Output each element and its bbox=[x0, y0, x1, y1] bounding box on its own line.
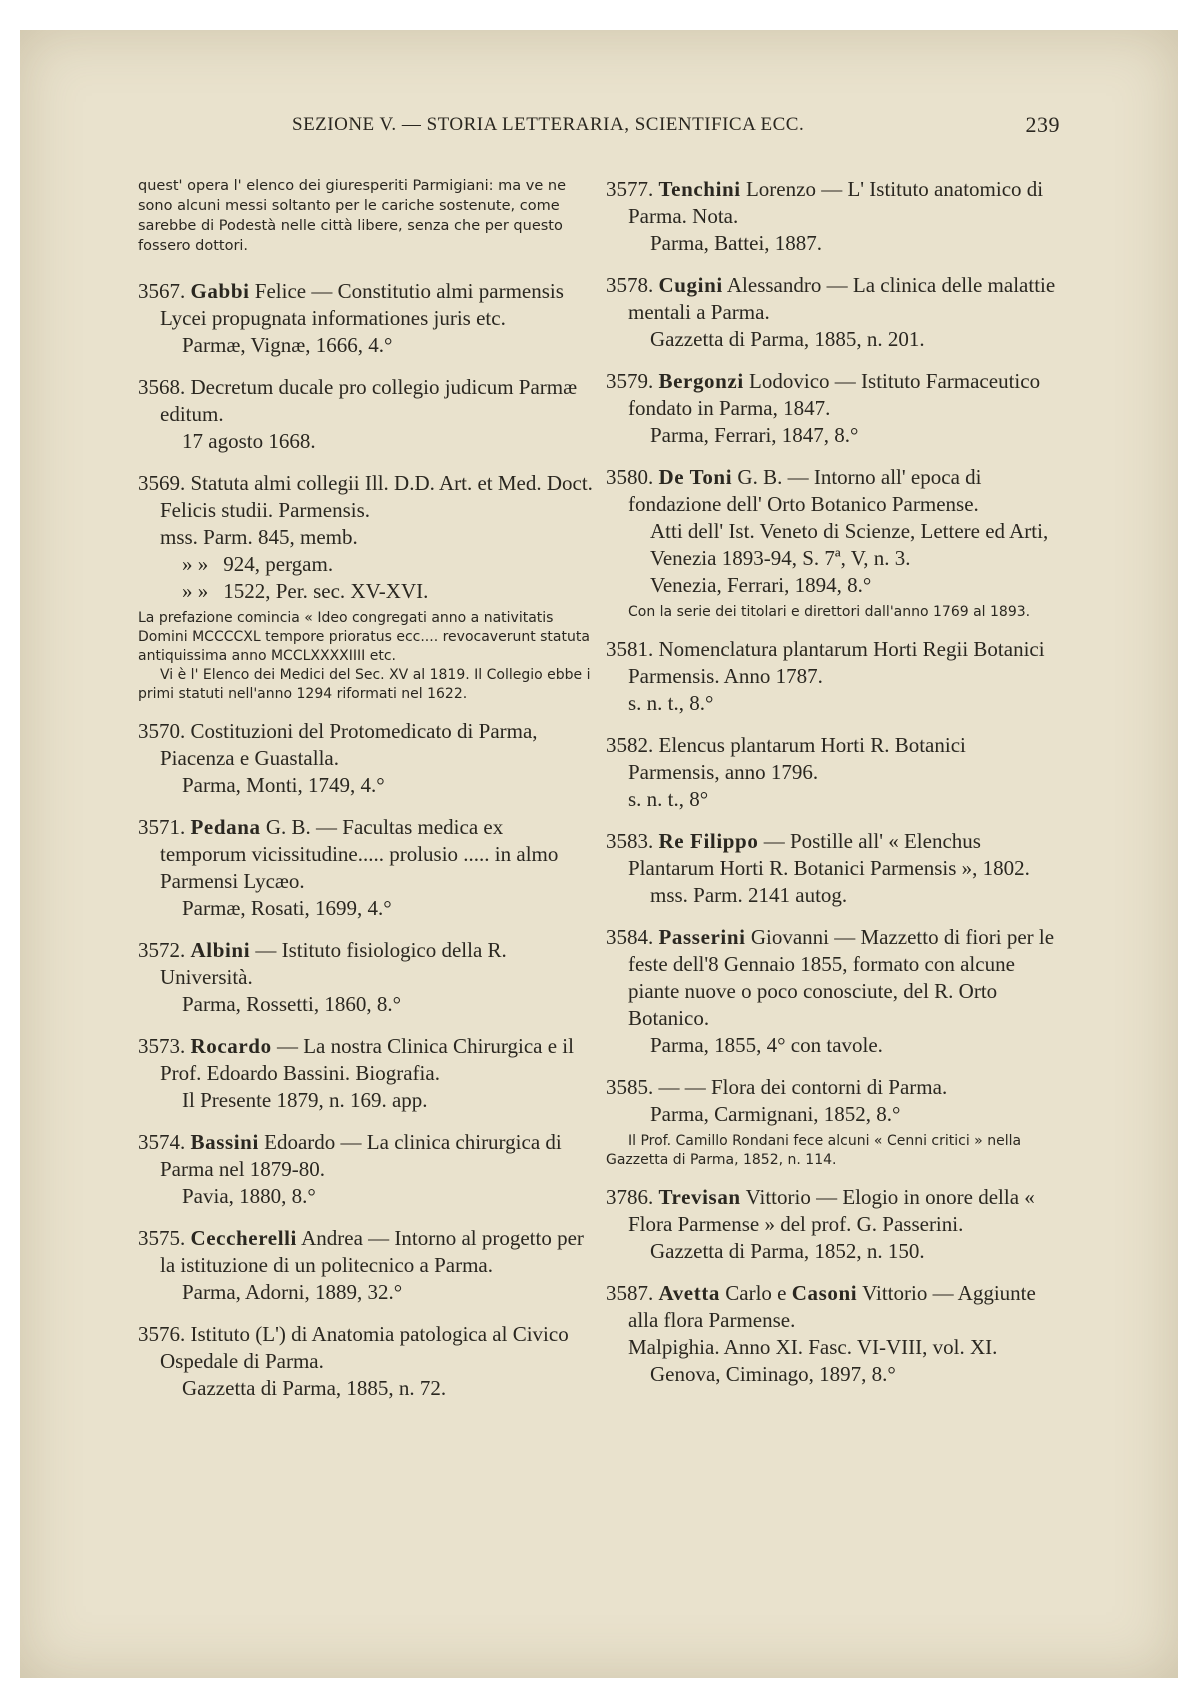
entry-imprint: Parma, Rossetti, 1860, 8.° bbox=[182, 992, 401, 1016]
entry-imprint: Malpighia. Anno XI. Fasc. VI-VIII, vol. XI. bbox=[628, 1335, 998, 1359]
entry-3584 bbox=[606, 924, 1058, 1059]
entry-number: 3580. bbox=[606, 465, 654, 489]
entry-3582 bbox=[606, 732, 1058, 813]
entry-text: Decretum ducale pro collegio judicum Parmæ editum. bbox=[160, 375, 578, 426]
entry-imprint: Il Presente 1879, n. 169. app. bbox=[182, 1088, 428, 1112]
ditto-marks: » » bbox=[182, 579, 209, 603]
running-header bbox=[292, 114, 1060, 146]
entry-text: — Postille all' « Elenchus Plantarum Horti R. Botanici Parmensis », 1802. bbox=[628, 829, 1030, 880]
entry-author: Gabbi bbox=[190, 279, 250, 303]
entry-author: Re Filippo bbox=[658, 829, 759, 853]
entry-text: Nomenclatura plantarum Horti Regii Botanici Parmensis. Anno 1787. bbox=[628, 637, 1045, 688]
entry-3569-notes bbox=[138, 609, 594, 704]
entry-number: 3786. bbox=[606, 1185, 654, 1209]
entry-text: Lorenzo — L' Istituto anatomico di Parma. Nota. bbox=[628, 177, 1044, 228]
entry-author: Tenchini bbox=[658, 177, 741, 201]
entry-number: 3576. bbox=[138, 1322, 186, 1346]
entry-imprint: Venezia, Ferrari, 1894, 8.° bbox=[650, 573, 872, 597]
entry-number: 3584. bbox=[606, 925, 654, 949]
entry-author: Albini bbox=[190, 938, 251, 962]
entry-number: 3567. bbox=[138, 279, 186, 303]
entry-3585 bbox=[606, 1074, 1058, 1128]
entry-text: Felice — Constitutio almi parmensis Lycei propugnata informationes juris etc. bbox=[160, 279, 564, 330]
entry-text: — Istituto fisiologico della R. Università. bbox=[160, 938, 507, 989]
entry-number: 3571. bbox=[138, 815, 186, 839]
entry-imprint: mss. Parm. 2141 autog. bbox=[650, 883, 848, 907]
entry-author: Bergonzi bbox=[658, 369, 744, 393]
entry-imprint: Parma, Adorni, 1889, 32.° bbox=[182, 1280, 403, 1304]
entry-3581 bbox=[606, 636, 1058, 717]
entry-number: 3587. bbox=[606, 1281, 654, 1305]
entry-text: Vittorio — Aggiunte alla flora Parmense. bbox=[628, 1281, 1036, 1332]
entry-text: G. B. — Intorno all' epoca di fondazione dell' Orto Botanico Parmense. bbox=[628, 465, 982, 516]
entry-imprint: Gazzetta di Parma, 1852, n. 150. bbox=[650, 1239, 925, 1263]
entry-coauthor: Casoni bbox=[791, 1281, 858, 1305]
entry-text: Costituzioni del Protomedicato di Parma, Piacenza e Guastalla. bbox=[160, 719, 538, 770]
left-column bbox=[138, 176, 594, 1417]
entry-imprint: Parma, Ferrari, 1847, 8.° bbox=[650, 423, 859, 447]
footnote: Il Prof. Camillo Rondani fece alcuni « Cenni critici » nella Gazzetta di Parma, 1852, n. 114. bbox=[606, 1133, 1022, 1168]
entry-number: 3579. bbox=[606, 369, 654, 393]
entry-imprint: Gazzetta di Parma, 1885, n. 72. bbox=[182, 1376, 447, 1400]
entry-number: 3585. bbox=[606, 1075, 654, 1099]
footnote: Con la serie dei titolari e direttori dall'anno 1769 al 1893. bbox=[628, 604, 1031, 620]
entry-number: 3573. bbox=[138, 1034, 186, 1058]
intro-note: quest' opera l' elenco dei giuresperiti Parmigiani: ma ve ne sono alcuni messi soltanto per le cariche sostenute, come sarebbe di Podestà nelle città libere, senza che per questo fossero dottori. bbox=[138, 178, 566, 254]
entry-author: De Toni bbox=[658, 465, 733, 489]
entry-imprint: 17 agosto 1668. bbox=[182, 429, 316, 453]
entry-imprint: Parmæ, Vignæ, 1666, 4.° bbox=[182, 333, 393, 357]
entry-text: Statuta almi collegii Ill. D.D. Art. et Med. Doct. Felicis studii. Parmensis. bbox=[160, 471, 593, 522]
entry-number: 3575. bbox=[138, 1226, 186, 1250]
entry-3580 bbox=[606, 464, 1058, 599]
entry-text: — La nostra Clinica Chirurgica e il Prof. Edoardo Bassini. Biografia. bbox=[160, 1034, 574, 1085]
entry-3570 bbox=[138, 718, 594, 799]
shelf-mark: mss. Parm. 845, memb. bbox=[160, 525, 358, 549]
entry-author: Trevisan bbox=[658, 1185, 741, 1209]
shelf-mark: 1522, Per. sec. XV-XVI. bbox=[223, 579, 429, 603]
entry-3574 bbox=[138, 1129, 594, 1210]
entry-text: Lodovico — Istituto Farmaceutico fondato in Parma, 1847. bbox=[628, 369, 1041, 420]
entry-number: 3572. bbox=[138, 938, 186, 962]
entry-imprint: s. n. t., 8.° bbox=[628, 691, 714, 715]
footnote: La prefazione comincia « Ideo congregati anno a nativitatis Domini MCCCCXL tempore prioratus ecc.... revocaverunt statuta antiquissima anno MCCLXXXXIIII etc. bbox=[138, 610, 590, 664]
entry-number: 3577. bbox=[606, 177, 654, 201]
right-column bbox=[606, 176, 1058, 1403]
entry-3786 bbox=[606, 1184, 1058, 1265]
entry-3585-notes bbox=[606, 1132, 1058, 1170]
entry-author: Pedana bbox=[190, 815, 261, 839]
entry-author: Cugini bbox=[658, 273, 723, 297]
entry-author: Ceccherelli bbox=[190, 1226, 297, 1250]
entry-3575 bbox=[138, 1225, 594, 1306]
entry-number: 3570. bbox=[138, 719, 186, 743]
entry-imprint: Parma, Carmignani, 1852, 8.° bbox=[650, 1102, 901, 1126]
entry-text: — — Flora dei contorni di Parma. bbox=[658, 1075, 948, 1099]
entry-number: 3568. bbox=[138, 375, 186, 399]
footnote: Vi è l' Elenco dei Medici del Sec. XV al 1819. Il Collegio ebbe i primi statuti nell'anno 1294 riformati nel 1622. bbox=[138, 667, 591, 702]
entry-imprint: Parma, Monti, 1749, 4.° bbox=[182, 773, 385, 797]
entry-imprint: Parmæ, Rosati, 1699, 4.° bbox=[182, 896, 392, 920]
entry-text: Andrea — Intorno al progetto per la istituzione di un politecnico a Parma. bbox=[160, 1226, 584, 1277]
entry-imprint: Atti dell' Ist. Veneto di Scienze, Lettere ed Arti, Venezia 1893-94, S. 7ª, V, n. 3. bbox=[650, 519, 1049, 570]
entry-imprint: Parma, Battei, 1887. bbox=[650, 231, 823, 255]
entry-imprint: Parma, 1855, 4° con tavole. bbox=[650, 1033, 883, 1057]
entry-number: 3581. bbox=[606, 637, 654, 661]
entry-imprint: Pavia, 1880, 8.° bbox=[182, 1184, 316, 1208]
page-number: 239 bbox=[1025, 112, 1060, 137]
entry-author: Passerini bbox=[658, 925, 746, 949]
entry-3580-notes bbox=[606, 603, 1058, 622]
shelf-mark: 924, pergam. bbox=[223, 552, 334, 576]
entry-text: Istituto (L') di Anatomia patologica al Civico Ospedale di Parma. bbox=[160, 1322, 569, 1373]
entry-text: Alessandro — La clinica delle malattie mentali a Parma. bbox=[628, 273, 1056, 324]
entry-text: G. B. — Facultas medica ex temporum vicissitudine..... prolusio ..... in almo Parmensi Lycæo. bbox=[160, 815, 559, 893]
entry-author: Avetta bbox=[658, 1281, 721, 1305]
entry-number: 3583. bbox=[606, 829, 654, 853]
entry-3572 bbox=[138, 937, 594, 1018]
entry-imprint: Genova, Ciminago, 1897, 8.° bbox=[650, 1362, 896, 1386]
entry-3571 bbox=[138, 814, 594, 922]
entry-number: 3578. bbox=[606, 273, 654, 297]
entry-3587 bbox=[606, 1280, 1058, 1388]
entry-author: Rocardo bbox=[190, 1034, 272, 1058]
entry-3569 bbox=[138, 470, 594, 605]
entry-text: Edoardo — La clinica chirurgica di Parma nel 1879-80. bbox=[160, 1130, 562, 1181]
entry-3568 bbox=[138, 374, 594, 455]
entry-3577 bbox=[606, 176, 1058, 257]
entry-imprint: s. n. t., 8° bbox=[628, 787, 709, 811]
entry-3583 bbox=[606, 828, 1058, 909]
ditto-marks: » » bbox=[182, 552, 209, 576]
entry-3576 bbox=[138, 1321, 594, 1402]
entry-3578 bbox=[606, 272, 1058, 353]
entry-3579 bbox=[606, 368, 1058, 449]
entry-3573 bbox=[138, 1033, 594, 1114]
entry-author: Bassini bbox=[190, 1130, 259, 1154]
entry-text: Giovanni — Mazzetto di fiori per le feste dell'8 Gennaio 1855, formato con alcune piante nuove o poco conosciute, del R. Orto Botanico. bbox=[628, 925, 1055, 1030]
entry-imprint: Gazzetta di Parma, 1885, n. 201. bbox=[650, 327, 925, 351]
entry-text: Elencus plantarum Horti R. Botanici Parmensis, anno 1796. bbox=[628, 733, 966, 784]
entry-number: 3574. bbox=[138, 1130, 186, 1154]
section-title: SEZIONE V. — STORIA LETTERARIA, SCIENTIFICA ECC. bbox=[292, 114, 805, 135]
entry-3567 bbox=[138, 278, 594, 359]
entry-number: 3582. bbox=[606, 733, 654, 757]
entry-text: Vittorio — Elogio in onore della « Flora Parmense » del prof. G. Passerini. bbox=[628, 1185, 1035, 1236]
entry-number: 3569. bbox=[138, 471, 186, 495]
entry-text: Carlo e bbox=[725, 1281, 787, 1305]
